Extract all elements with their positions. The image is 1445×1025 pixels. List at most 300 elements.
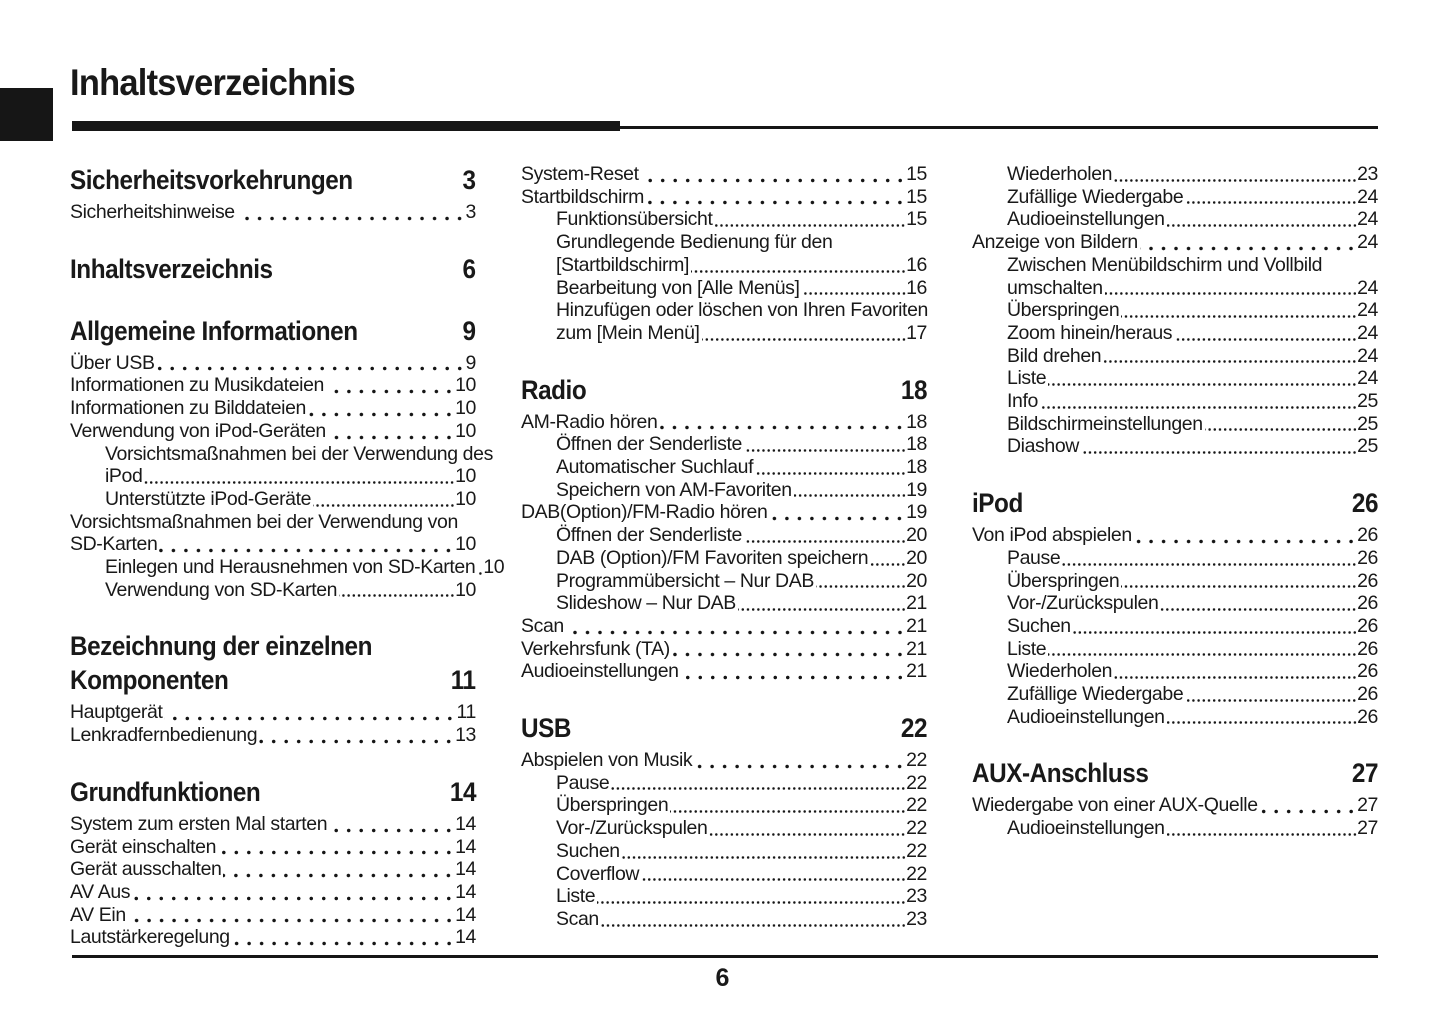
dot-leader — [1081, 450, 1357, 455]
toc-entry-wrap-line: Zwischen Menübildschirm und Vollbild — [1007, 253, 1323, 276]
toc-entry-page: 22 — [906, 862, 927, 885]
toc-entry-label: Scan — [556, 907, 599, 930]
toc-entry-page: 18 — [906, 410, 927, 433]
toc-entry-page: 17 — [906, 321, 927, 344]
toc-entry-page: 21 — [906, 660, 927, 683]
toc-entry — [972, 615, 1378, 638]
toc-entry-label: Verwendung von iPod-Geräten — [70, 419, 326, 442]
toc-entry-label: Wiedergabe von einer AUX-Quelle — [972, 794, 1258, 817]
toc-entry-page: 10 — [455, 374, 476, 397]
toc-entry — [521, 908, 927, 931]
dot-leader — [738, 607, 906, 612]
toc-entry — [972, 435, 1378, 458]
toc-entry-label: Vor-/Zurückspulen — [1007, 592, 1159, 615]
dot-leader — [1185, 200, 1357, 205]
toc-entry — [521, 863, 927, 886]
toc-entry — [972, 706, 1378, 729]
toc-entry-label: Programmübersicht – Nur DAB — [556, 569, 814, 592]
dot-leader — [1114, 178, 1357, 183]
dot-leader — [744, 448, 906, 453]
toc-entry-label: Audioeinstellungen — [1007, 705, 1165, 728]
dot-leader — [1121, 314, 1357, 319]
toc-entry — [972, 524, 1378, 547]
toc-entry — [972, 794, 1378, 817]
footer-rule — [72, 955, 1378, 958]
toc-entry-label: Bild drehen — [1007, 344, 1102, 367]
dot-leader — [681, 675, 907, 680]
toc-entry-page: 10 — [455, 419, 476, 442]
dot-leader — [237, 216, 466, 221]
toc-entry — [521, 501, 927, 524]
toc-entry-label: Sicherheitshinweise — [70, 201, 235, 223]
dot-leader — [329, 828, 455, 833]
toc-entry-page: 25 — [1357, 412, 1378, 435]
dot-leader — [328, 435, 455, 440]
toc-entry — [521, 660, 927, 683]
toc-entry-page: 18 — [906, 456, 927, 479]
section-heading-label: Sicherheitsvorkehrungen — [70, 165, 353, 195]
dot-leader — [755, 471, 906, 476]
toc-entry-label: Unterstützte iPod-Geräte — [105, 487, 312, 510]
toc-entry-page: 24 — [1357, 185, 1378, 208]
section-heading-label: Grundfunktionen — [70, 776, 261, 807]
dot-leader — [1121, 584, 1357, 589]
toc-entry-page: 19 — [906, 478, 927, 501]
dot-leader — [794, 493, 906, 498]
toc-entry-page: 23 — [1357, 163, 1378, 185]
toc-entry-label: Gerät ausschalten — [70, 858, 222, 881]
toc-entry-page: 14 — [455, 858, 476, 881]
toc-entry — [972, 186, 1378, 209]
toc-entry — [521, 794, 927, 817]
toc-entry — [521, 186, 927, 209]
dot-leader — [1073, 630, 1357, 635]
toc-entry-label: DAB (Option)/FM Favoriten speichern — [556, 546, 869, 569]
toc-entry — [972, 683, 1378, 706]
toc-entry-label: Über USB — [70, 351, 155, 374]
toc-entry-page: 27 — [1357, 817, 1378, 840]
toc-entry — [70, 813, 476, 836]
toc-entry-page: 10 — [483, 556, 505, 579]
dot-leader — [646, 200, 906, 205]
toc-entry-page: 14 — [455, 926, 476, 949]
toc-entry — [972, 592, 1378, 615]
section-heading — [70, 163, 476, 197]
toc-entry-page: 24 — [1357, 208, 1378, 231]
corner-block-decoration — [0, 88, 53, 141]
toc-entry-label: Anzeige von Bildern — [972, 231, 1138, 254]
toc-entry — [521, 592, 927, 615]
toc-entry-page: 21 — [906, 614, 927, 637]
dot-leader — [816, 584, 906, 589]
toc-entry — [972, 322, 1378, 345]
toc-entry-page: 14 — [455, 880, 476, 903]
toc-entry-label: Zoom hinein/heraus — [1007, 321, 1173, 344]
dot-leader — [659, 425, 906, 430]
toc-entry — [972, 660, 1378, 683]
toc-entry-label: Info — [1007, 390, 1038, 413]
toc-entry-page: 11 — [456, 701, 476, 724]
dot-leader — [714, 223, 906, 228]
toc-entry-page: 24 — [1357, 299, 1378, 322]
toc-column-2 — [521, 163, 927, 949]
toc-entry-page: 22 — [906, 839, 927, 862]
toc-entry-label: umschalten — [1007, 276, 1103, 299]
dot-leader — [672, 652, 906, 657]
dot-leader — [1167, 720, 1358, 725]
dot-leader — [611, 786, 906, 791]
toc-entry-page: 16 — [906, 276, 927, 299]
toc-entry — [521, 456, 927, 479]
dot-leader — [132, 896, 455, 901]
dot-leader — [1205, 427, 1357, 432]
toc-entry-label: Diashow — [1007, 435, 1079, 458]
toc-entry-page: 22 — [906, 749, 927, 772]
toc-entry-page: 20 — [906, 569, 927, 592]
toc-entry — [521, 749, 927, 772]
toc-entry — [70, 442, 493, 488]
toc-entry-label: Scan — [521, 614, 564, 637]
toc-entry-page: 22 — [906, 794, 927, 817]
toc-entry-label: Überspringen — [556, 794, 669, 817]
toc-entry-page: 19 — [906, 501, 927, 524]
toc-entry-label: Speichern von AM-Favoriten — [556, 478, 792, 501]
section-heading — [521, 373, 927, 407]
toc-entry — [972, 367, 1378, 390]
toc-entry-page: 9 — [465, 351, 476, 374]
toc-entry-label: System zum ersten Mal starten — [70, 812, 328, 835]
toc-entry-label: Zufällige Wiedergabe — [1007, 185, 1184, 208]
toc-entry-page: 16 — [906, 253, 927, 276]
toc-entry — [70, 836, 476, 859]
section-heading-label: Allgemeine Informationen — [70, 315, 358, 346]
toc-entry — [521, 817, 927, 840]
dot-leader — [1174, 337, 1357, 342]
toc-entry-label: zum [Mein Menü] — [556, 321, 700, 344]
toc-entry-label: Automatischer Suchlauf — [556, 456, 754, 479]
toc-entry-label: Informationen zu Bilddateien — [70, 397, 306, 420]
toc-entry-label: Funktionsübersicht — [556, 208, 713, 231]
toc-entry — [70, 488, 476, 511]
dot-leader — [1260, 809, 1357, 814]
dot-leader — [1134, 539, 1357, 544]
section-heading-page: 18 — [900, 374, 927, 405]
toc-entry — [521, 299, 927, 344]
dot-leader — [1185, 698, 1357, 703]
section-heading — [70, 314, 476, 348]
toc-entry — [972, 817, 1378, 840]
toc-entry-label: AV Ein — [70, 903, 126, 926]
dot-leader — [313, 503, 455, 508]
toc-entry — [70, 511, 476, 556]
toc-entry-label: Wiederholen — [1007, 163, 1113, 185]
toc-entry — [70, 201, 476, 224]
dot-leader — [802, 291, 907, 296]
toc-entry-page: 22 — [906, 771, 927, 794]
dot-leader — [1105, 291, 1357, 296]
toc-entry-label: Von iPod abspielen — [972, 524, 1132, 547]
dot-leader — [339, 593, 455, 598]
toc-entry — [972, 345, 1378, 368]
toc-entry — [521, 231, 927, 276]
toc-column-3 — [972, 163, 1378, 949]
section-heading-page: 9 — [462, 315, 476, 346]
toc-entry — [70, 374, 476, 397]
section-heading-label: AUX-Anschluss — [972, 758, 1149, 789]
toc-entry-page: 26 — [1357, 569, 1378, 592]
section-heading-page: 26 — [1351, 488, 1378, 519]
dot-leader — [709, 832, 906, 837]
toc-entry-page: 26 — [1357, 592, 1378, 615]
toc-entry-page: 26 — [1357, 614, 1378, 637]
toc-entry — [70, 420, 476, 443]
toc-entry — [521, 524, 927, 547]
toc-entry — [521, 570, 927, 593]
toc-entry-page: 26 — [1357, 546, 1378, 569]
toc-entry — [521, 433, 927, 456]
toc-entry — [521, 208, 927, 231]
toc-entry — [521, 840, 927, 863]
toc-entry — [521, 277, 927, 300]
toc-entry-wrap-line: Vorsichtsmaßnahmen bei der Verwendung von — [70, 510, 458, 533]
page-number: 6 — [715, 964, 730, 992]
toc-entry — [521, 479, 927, 502]
toc-entry-page: 3 — [465, 201, 476, 223]
dot-leader — [694, 764, 906, 769]
toc-entry-label: Coverflow — [556, 862, 640, 885]
dot-leader — [218, 850, 455, 855]
toc-entry-label: Suchen — [1007, 614, 1071, 637]
dot-leader — [1114, 675, 1357, 680]
section-heading-label: iPod — [972, 488, 1023, 519]
toc-entry-label: Slideshow – Nur DAB — [556, 592, 736, 615]
dot-leader — [702, 337, 907, 342]
section-heading-page: 27 — [1351, 758, 1378, 789]
toc-entry — [972, 547, 1378, 570]
section-heading-label: Komponenten — [70, 665, 229, 696]
toc-entry-label: Suchen — [556, 839, 620, 862]
toc-entry-page: 10 — [455, 465, 476, 488]
section-heading — [70, 629, 476, 697]
dot-leader — [157, 366, 466, 371]
toc-entry-page: 21 — [906, 592, 927, 615]
toc-entry — [70, 904, 476, 927]
toc-entry-page: 10 — [455, 533, 476, 556]
toc-entry-label: Wiederholen — [1007, 660, 1113, 683]
toc-entry — [521, 772, 927, 795]
dot-leader — [232, 941, 455, 946]
toc-entry-label: Informationen zu Musikdateien — [70, 374, 324, 397]
toc-entry-page: 20 — [906, 524, 927, 547]
toc-entry-label: Verkehrsfunk (TA) — [521, 637, 670, 660]
toc-entry-label: Liste — [1007, 637, 1047, 660]
toc-entry — [972, 163, 1378, 186]
toc-entry-page: 23 — [906, 885, 927, 908]
toc-entry-label: Gerät einschalten — [70, 835, 217, 858]
dot-leader — [1103, 359, 1357, 364]
toc-entry-page: 15 — [906, 163, 927, 185]
section-heading-label: Inhaltsverzeichnis — [70, 253, 273, 284]
toc-entry-wrap-line: Grundlegende Bedienung für den — [556, 231, 833, 254]
toc-entry-page: 24 — [1357, 276, 1378, 299]
toc-entry — [972, 390, 1378, 413]
dot-leader — [622, 855, 906, 860]
toc-entry-wrap-line: Vorsichtsmaßnahmen bei der Verwendung des — [105, 442, 493, 465]
toc-entry-label: Audioeinstellungen — [521, 660, 679, 683]
section-heading-label: USB — [521, 713, 571, 744]
toc-entry-label: Startbildschirm — [521, 185, 644, 208]
toc-entry — [70, 858, 476, 881]
toc-entry-page: 25 — [1357, 435, 1378, 458]
toc-entry-label: Lautstärkeregelung — [70, 926, 230, 949]
section-heading-page: 22 — [900, 713, 927, 744]
toc-entry-label: System-Reset — [521, 163, 639, 185]
toc-entry-label: Liste — [1007, 367, 1047, 390]
toc-entry-label: Verwendung von SD-Karten — [105, 578, 338, 601]
dot-leader — [144, 480, 455, 485]
dot-leader — [308, 412, 455, 417]
section-heading-label: Bezeichnung der einzelnen — [70, 631, 373, 662]
toc-entry — [972, 413, 1378, 436]
dot-leader — [1048, 382, 1357, 387]
toc-entry-label: Hauptgerät — [70, 701, 163, 724]
toc-entry-label: Überspringen — [1007, 299, 1120, 322]
dot-leader — [326, 389, 455, 394]
toc-entry-page: 26 — [1357, 683, 1378, 706]
toc-entry-label: AV Aus — [70, 880, 131, 903]
toc-entry — [521, 547, 927, 570]
section-heading-page: 14 — [449, 776, 476, 807]
toc-entry — [70, 701, 476, 724]
toc-entry-page: 14 — [455, 835, 476, 858]
toc-entry-label: Überspringen — [1007, 569, 1120, 592]
toc-entry-label: Pause — [556, 771, 610, 794]
toc-entry-label: [Startbildschirm] — [556, 253, 689, 276]
toc-entry — [70, 579, 476, 602]
section-heading-label: Radio — [521, 374, 587, 405]
toc-entry-page: 27 — [1357, 794, 1378, 817]
section-heading — [972, 756, 1378, 790]
toc-entry — [521, 638, 927, 661]
dot-leader — [744, 539, 906, 544]
toc-entry-label: DAB(Option)/FM-Radio hören — [521, 501, 768, 524]
toc-entry-label: Audioeinstellungen — [1007, 208, 1165, 231]
page-title: Inhaltsverzeichnis — [70, 62, 355, 103]
dot-leader — [670, 809, 906, 814]
section-heading-page: 6 — [462, 253, 476, 284]
table-of-contents — [70, 163, 1378, 949]
toc-entry-page: 24 — [1357, 321, 1378, 344]
toc-entry-page: 14 — [455, 812, 476, 835]
dot-leader — [1062, 562, 1357, 567]
toc-entry-page: 14 — [455, 903, 476, 926]
dot-leader — [164, 716, 456, 721]
toc-entry — [70, 556, 505, 579]
toc-entry-label: iPod — [105, 465, 143, 488]
toc-entry — [70, 724, 476, 747]
toc-entry-page: 10 — [455, 397, 476, 420]
dot-leader — [1040, 405, 1357, 410]
dot-leader — [1167, 223, 1358, 228]
dot-leader — [601, 923, 906, 928]
toc-entry-label: Bearbeitung von [Alle Menüs] — [556, 276, 800, 299]
toc-column-1 — [70, 163, 505, 949]
title-rule — [72, 121, 1378, 132]
toc-entry-page: 24 — [1357, 367, 1378, 390]
toc-entry-page: 25 — [1357, 390, 1378, 413]
toc-entry — [70, 397, 476, 420]
toc-entry-page: 10 — [455, 487, 476, 510]
toc-entry-page: 24 — [1357, 344, 1378, 367]
toc-entry-label: Abspielen von Musik — [521, 749, 693, 772]
toc-entry — [972, 638, 1378, 661]
dot-leader — [769, 516, 906, 521]
toc-entry-page: 20 — [906, 546, 927, 569]
dot-leader — [870, 562, 906, 567]
toc-entry — [521, 163, 927, 186]
dot-leader — [1048, 652, 1357, 657]
toc-entry-label: Öffnen der Senderliste — [556, 524, 742, 547]
section-heading-page: 3 — [462, 165, 476, 195]
toc-entry-page: 15 — [906, 185, 927, 208]
section-heading — [70, 775, 476, 809]
toc-entry-label: AM-Radio hören — [521, 410, 658, 433]
toc-entry-page: 23 — [906, 907, 927, 930]
toc-entry — [70, 352, 476, 375]
toc-entry — [972, 208, 1378, 231]
toc-entry — [521, 411, 927, 434]
toc-entry-page: 26 — [1357, 705, 1378, 728]
toc-entry-page: 21 — [906, 637, 927, 660]
toc-entry — [972, 231, 1378, 254]
dot-leader — [1167, 832, 1358, 837]
dot-leader — [259, 739, 455, 744]
toc-entry — [521, 885, 927, 908]
toc-entry — [972, 570, 1378, 593]
toc-entry-page: 18 — [906, 433, 927, 456]
toc-entry-page: 26 — [1357, 637, 1378, 660]
toc-entry-page: 15 — [906, 208, 927, 231]
toc-entry-page: 22 — [906, 817, 927, 840]
toc-entry-page: 26 — [1357, 524, 1378, 547]
dot-leader — [159, 548, 455, 553]
dot-leader — [691, 269, 906, 274]
title-rule-thick — [72, 121, 620, 131]
toc-entry-label: Bildschirmeinstellungen — [1007, 412, 1203, 435]
dot-leader — [1160, 607, 1357, 612]
toc-entry-label: Zufällige Wiedergabe — [1007, 683, 1184, 706]
dot-leader — [128, 918, 455, 923]
toc-entry-label: Öffnen der Senderliste — [556, 433, 742, 456]
toc-entry — [972, 299, 1378, 322]
dot-leader — [566, 630, 906, 635]
toc-entry — [70, 881, 476, 904]
dot-leader — [641, 877, 906, 882]
section-heading-page: 11 — [451, 665, 476, 696]
toc-entry-page: 10 — [455, 578, 476, 601]
toc-entry-page: 24 — [1357, 231, 1378, 254]
toc-entry-label: Audioeinstellungen — [1007, 817, 1165, 840]
dot-leader — [641, 178, 906, 183]
dot-leader — [597, 900, 906, 905]
toc-entry-label: SD-Karten — [70, 533, 158, 556]
toc-entry-label: Vor-/Zurückspulen — [556, 817, 708, 840]
toc-entry — [972, 254, 1378, 299]
toc-entry-label: Liste — [556, 885, 596, 908]
toc-entry — [70, 926, 476, 949]
title-rule-thin — [620, 126, 1378, 129]
toc-entry-label: Pause — [1007, 546, 1061, 569]
